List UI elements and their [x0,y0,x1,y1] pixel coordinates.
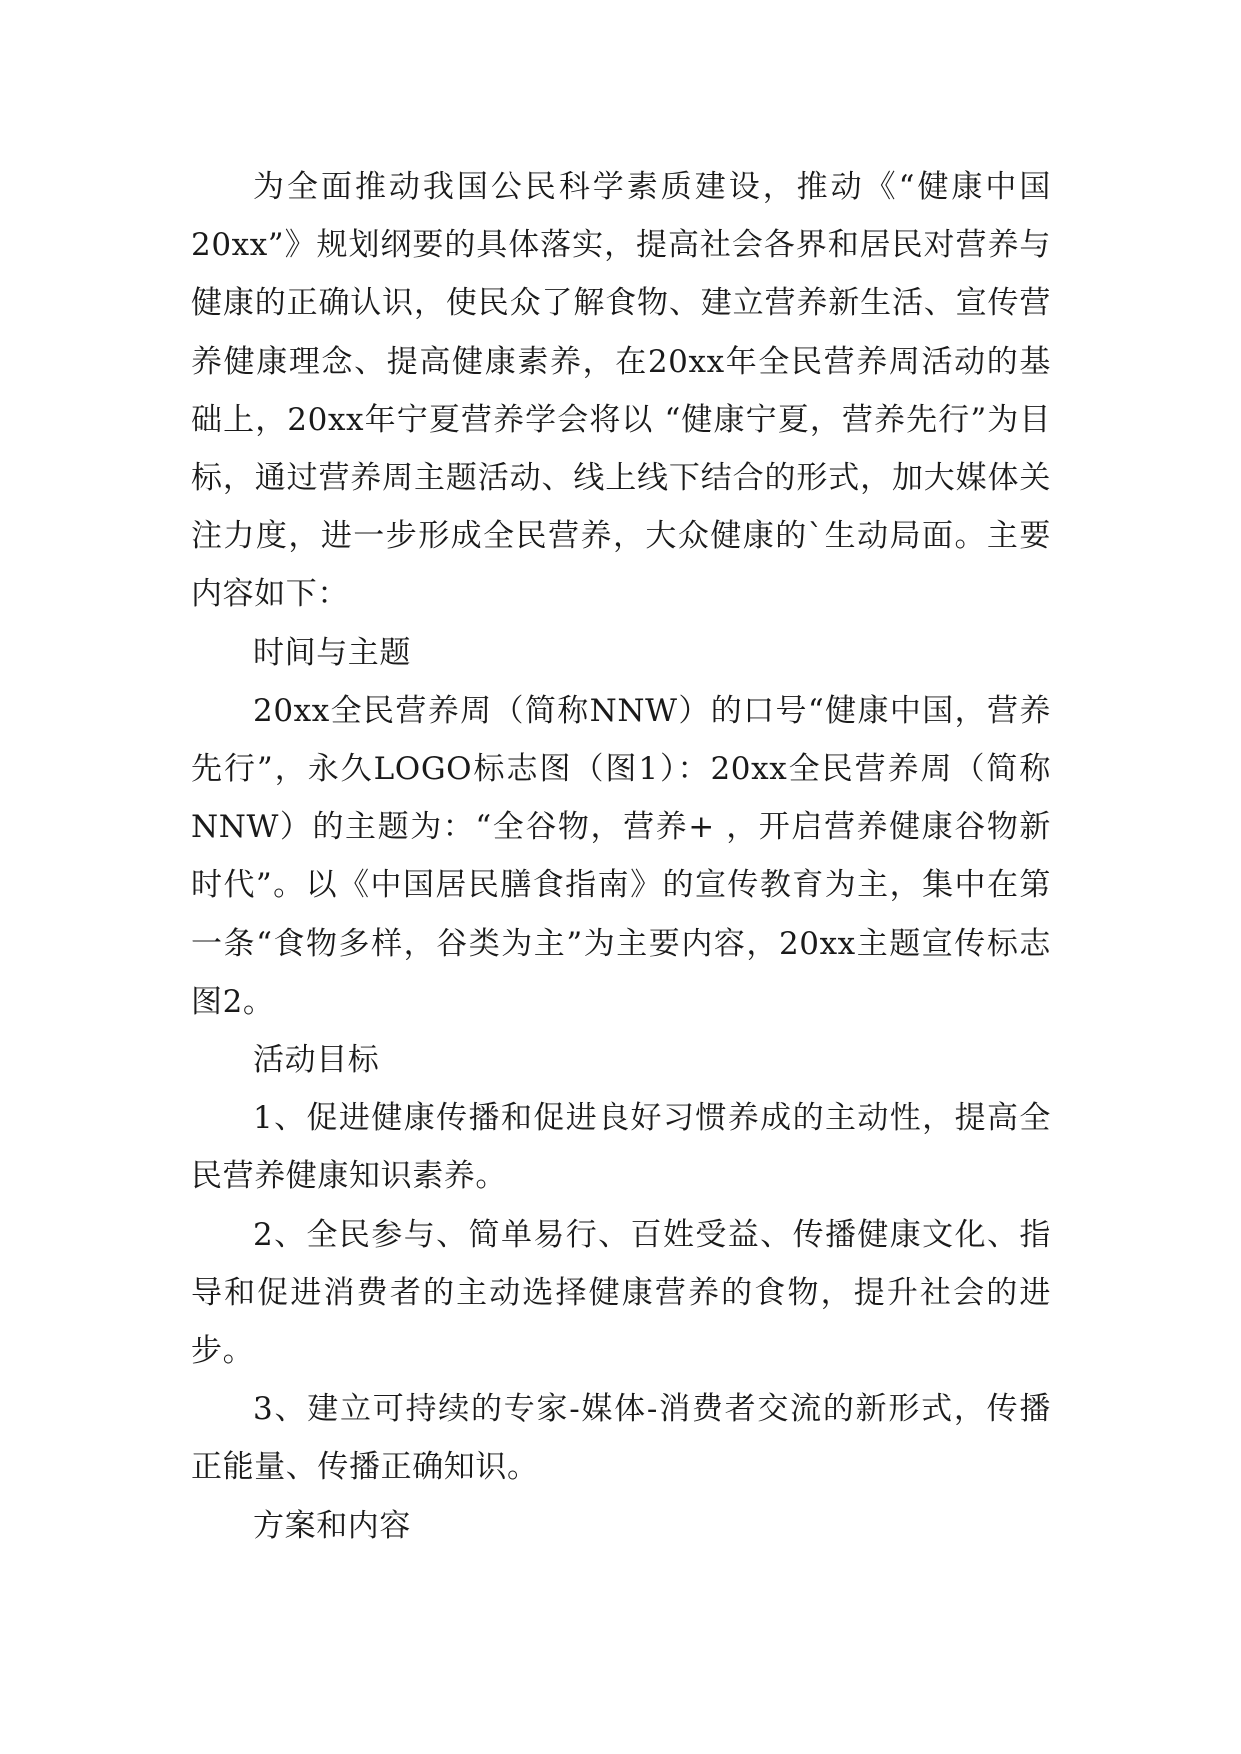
document-body [191,158,1051,1555]
goal-item-3: 3、建立可持续的专家-媒体-消费者交流的新形式，传播正能量、传播正确知识。 [191,1391,1051,1486]
goal-item-2: 2、全民参与、简单易行、百姓受益、传播健康文化、指导和促进消费者的主动选择健康营养的食物，提升社会的进步。 [191,1216,1051,1370]
heading-plan-and-content: 方案和内容 [253,1507,411,1544]
theme-paragraph: 20xx全民营养周（简称NNW）的口号“健康中国，营养先行”，永久LOGO标志图（图1）：20xx全民营养周（简称NNW）的主题为：“全谷物，营养+ ，开启营养健康谷物新时代”。以《中国居民膳食指南》的宣传教育为主，集中在第一条“食物多样，谷类为主”为主要内容，20xx主题宣传标志图2。 [191,692,1051,1020]
intro-paragraph: 为全面推动我国公民科学素质建设，推动《“健康中国20xx”》规划纲要的具体落实，提高社会各界和居民对营养与健康的正确认识，使民众了解食物、建立营养新生活、宣传营养健康理念、提高健康素养，在20xx年全民营养周活动的基础上，20xx年宁夏营养学会将以 “健康宁夏，营养先行”为目标，通过营养周主题活动、线上线下结合的形式，加大媒体关注力度，进一步形成全民营养，大众健康的`生动局面。主要内容如下： [191,169,1051,613]
heading-activity-goals: 活动目标 [253,1042,380,1079]
goal-item-1: 1、促进健康传播和促进良好习惯养成的主动性，提高全民营养健康知识素养。 [191,1100,1051,1195]
heading-time-and-theme: 时间与主题 [253,634,411,671]
